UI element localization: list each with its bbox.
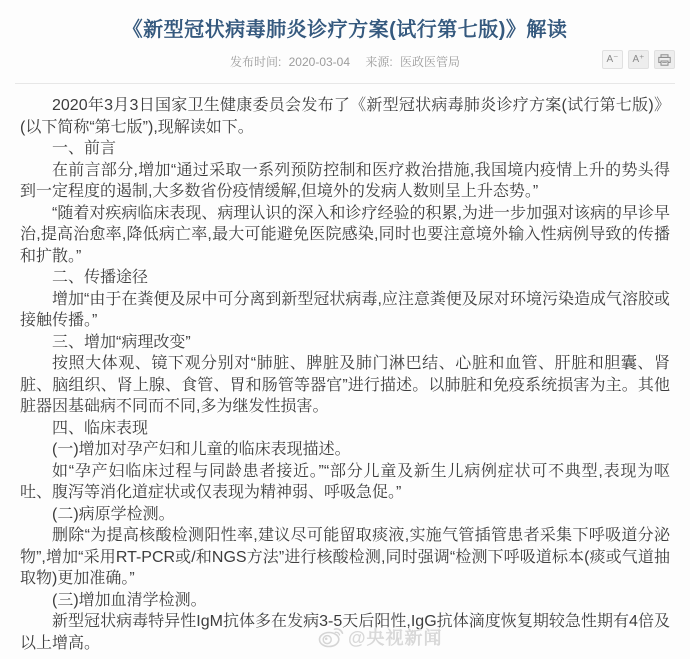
source-value: 医政医管局 [400, 55, 461, 69]
source-label: 来源: [365, 55, 393, 69]
print-button[interactable] [654, 50, 675, 69]
article-paragraph: 增加“由于在粪便及尿中可分离到新型冠状病毒,应注意粪便及尿对环境污染造成气溶胶或接触传播。” [20, 290, 670, 329]
meta-row [0, 53, 690, 74]
section-heading: 一、前言 [52, 140, 117, 157]
article-paragraph: “随着对疾病临床表现、病理认识的深入和诊疗经验的积累,为进一步加强对该病的早诊早治,提高治愈率,降低病亡率,最大可能避免医院感染,同时也要注意境外输入性病例导致的传播和扩散。” [20, 204, 670, 265]
printer-icon [658, 54, 671, 66]
toolbar [602, 50, 675, 69]
section-heading: 二、传播途径 [52, 269, 149, 286]
article-paragraph: 按照大体观、镜下观分别对“肺脏、脾脏及肺门淋巴结、心脏和血管、肝脏和胆囊、肾脏、脑组织、肾上腺、食管、胃和肠管等器官”进行描述。以肺脏和免疫系统损害为主。其他脏器因基础病不同而不同,多为继发性损害。 [20, 355, 670, 415]
article-paragraph: 删除“为提高核酸检测阳性率,建议尽可能留取痰液,实施气管插管患者采集下呼吸道分泌物”,增加“采用RT-PCR或/和NGS方法”进行核酸检测,同时强调“检测下呼吸道标本(痰或气道抽取物)更加准确。” [20, 527, 670, 587]
article-paragraph: 在前言部分,增加“通过采取一系列预防控制和医疗救治措施,我国境内疫情上升的势头得到一定程度的遏制,大多数省份疫情缓解,但境外的发病人数则呈上升态势。” [20, 161, 670, 200]
publish-time-label: 发布时间: [229, 55, 282, 69]
header-divider [15, 83, 675, 84]
article-paragraph: 如“孕产妇临床过程与同龄患者接近。”“部分儿童及新生儿病例症状可不典型,表现为呕吐、腹泻等消化道症状或仅表现为精神弱、呼吸急促。” [20, 462, 670, 501]
article-paragraph: 新型冠状病毒特异性IgM抗体多在发病3-5天后阳性,IgG抗体滴度恢复期较急性期有4倍及以上增高。 [20, 613, 670, 652]
section-heading: 三、增加“病理改变” [52, 333, 191, 351]
font-decrease-button[interactable]: A⁻ [602, 50, 623, 69]
publish-time-value: 2020-03-04 [288, 55, 351, 69]
font-increase-button[interactable]: A⁺ [628, 50, 649, 69]
article-paragraph: 2020年3月3日国家卫生健康委员会发布了《新型冠状病毒肺炎诊疗方案(试行第七版)》(以下简称“第七版”),现解读如下。 [20, 97, 670, 136]
page-title: 《新型冠状病毒肺炎诊疗方案(试行第七版)》解读 [122, 19, 568, 41]
watermark-text: @央视新闻 [348, 628, 443, 648]
article-meta [0, 53, 690, 70]
sub-heading: (二)病原学检测。 [52, 505, 175, 523]
sub-heading: (三)增加血清学检测。 [52, 591, 207, 609]
sub-heading: (一)增加对孕产妇和儿童的临床表现描述。 [52, 441, 351, 458]
section-heading: 四、临床表现 [52, 419, 149, 437]
article-body [20, 95, 670, 654]
